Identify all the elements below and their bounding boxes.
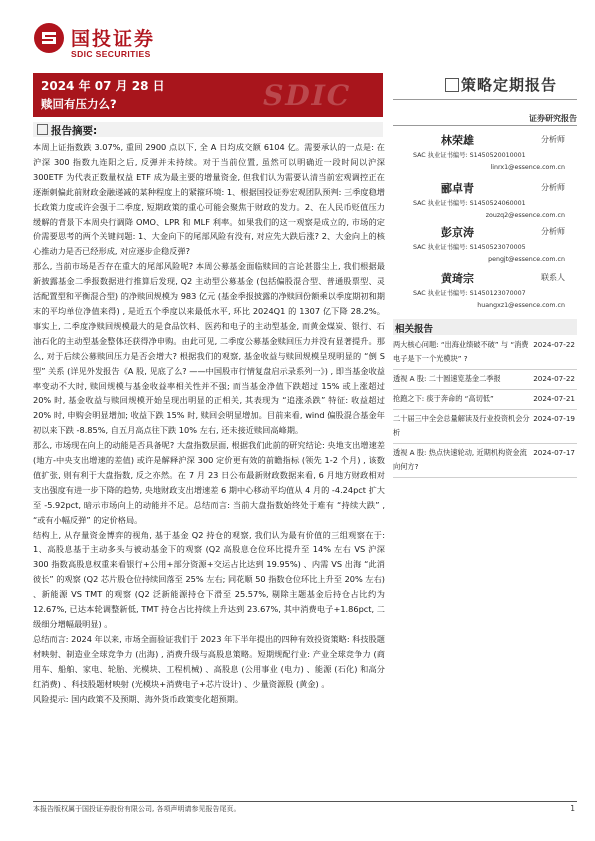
related-report-title[interactable]: 抢跑之下: 痰于奔命的 “高切低” <box>393 394 494 403</box>
related-report-date: 2024-07-22 <box>533 340 575 349</box>
analyst-role: 分析师 <box>541 135 565 144</box>
related-report-title[interactable]: 二十届三中全会总量解读及行业投资机会分析 <box>393 414 530 437</box>
related-reports-label: 相关报告 <box>395 324 434 335</box>
analyst-sac-id: SAC 执业证书编号: S1450520010001 <box>413 152 526 159</box>
abstract-body <box>33 140 385 706</box>
related-report-title[interactable]: 两大核心问题: “出海业绩破不破” 与 “消费电子是下一个光模块” ? <box>393 340 529 363</box>
abstract-paragraph: 那么, 市场现在向上的动能是否具备呢? 大盘指数层面, 根据我们此前的研究结论: 央地支出增速差 (地方-中央支出增速的差值) 或许是解释沪深 300 定价更有效的前瞻指标 (领先 1-2 个月) , 该数值扩张, 则有利于大盘指数, 反之亦然。在 7 月 23 日公布最新财政数据来看, 6 月地方财政相对支出强度有进一步下降的趋势, 央地财政支出增速差 6 期中心移动平均值从 4 月的 -4.24pct 扩大至 -5.92pct, 暗示市场向上的动能并不足。总结而言: 当前大盘指数始终处于难有 “持续大跌” , “或有小幅反弹” 的定价格局。 <box>33 440 385 525</box>
analyst-name: 林荣雄 <box>441 134 474 147</box>
divider <box>393 125 577 126</box>
analyst-sac-id: SAC 执业证书编号: S1450524060001 <box>413 200 526 207</box>
analyst-card <box>393 270 577 322</box>
analyst-sac-id: SAC 执业证书编号: S1450123070007 <box>413 290 526 297</box>
analyst-name: 郦卓青 <box>441 182 474 195</box>
analyst-role: 分析师 <box>541 227 565 236</box>
risk-warning: 风险提示: 国内政策不及预期、海外货币政策变化超预期。 <box>33 693 244 704</box>
report-type-icon <box>445 78 459 92</box>
report-title: 赎回有压力么? <box>41 97 117 111</box>
abstract-paragraph: 那么, 当前市场是否存在重大的尾部风险呢? 本周公募基金面临赎回的言论甚嚣尘上, 我们根据最新披露基金二季报数据进行推算后发现, Q2 主动型公募基金 (包括偏股混合型、普通股票型、灵活配置型和平衡混合型) 的净赎回规模为 983 亿元 (基金季报披露的净赎回份额乘以季度期初和期末的平均单位净值来得) , 是近五个季度以来最低水平, 环比 2024Q1 的 1307 亿下降 28.2%。事实上, 二季度净赎回规模最大的是食品饮料、医药和电子的主动型基金, 而黄金煤炭、银行、石油石化的主动型基金整体还获得净申购。由此可见, 二季度公募基金赎回压力并没有显著提升。那么, 对于后续公募赎回压力是否会增大? 根据我们的观察, 基金收益与赎回规模呈现明显的 “倒 S 型” 关系 (详见外发报告《A 股, 见底了么? ——中国股市行情复盘启示录系列一》) , 即当基金收益率变动不大时, 赎回规模与基金收益率相关性并不强; 而当基金净值下跌超过 15% 或上涨超过 20% 时, 基金收益与赎回规模开始呈现出明显的正相关, 其表现为 “追涨杀跌” 特征: 收益超过 20% 时, 申购会明显增加; 收益下跌 15% 时, 赎回会明显增加。目前来看, wind 偏股混合基金年初以来下跌 -8.85%, 自五月高点往下跌 10% 左右, 还未接近赎回高峰期。 <box>33 261 385 436</box>
report-banner <box>33 73 383 117</box>
brand-name-cn: 国投证券 <box>71 28 156 50</box>
analyst-email[interactable]: linrx1@essence.com.cn <box>490 164 565 171</box>
brand-name-en: SDIC SECURITIES <box>71 49 151 59</box>
report-category: 证券研究报告 <box>529 114 577 123</box>
report-date: 2024 年 07 月 28 日 <box>41 79 165 93</box>
brand-logo <box>33 20 223 66</box>
analyst-role: 分析师 <box>541 183 565 192</box>
related-reports-heading <box>393 319 577 335</box>
related-report-item[interactable] <box>393 410 577 444</box>
related-reports-list <box>393 336 577 478</box>
abstract-paragraph: 总结而言: 2024 年以来, 市场全面验证我们于 2023 年下半年提出的四种有效投资策略: 科技股题材映射、制造业全球竞争力 (出海) , 消费升级与高股息策略。短期规配行业: 产业全球竞争力 (商用车、船舶、家电、轮胎、光模块、工程机械) 、高股息 (公用事业 (电力) 、能源 (石化) 和高分红消费) 、科技股题材映射 (光模块+消费电子+芯片设计) 、少量资源股 (黄金) 。 <box>33 633 385 689</box>
abstract-paragraph: 本周上证指数跌 3.07%, 重回 2900 点以下, 全 A 日均成交额 6104 亿。需要承认的一点是: 在沪深 300 指数九连阳之后, 反弹并未持续。对于当前位置, 虽然可以明确近一段时间以沪深 300ETF 为代表正数量权益 ETF 成为最主要的增量资金, 但我们认为需要认清当前宏观调控正在逐渐刺偏此前财政金融递减的某种程度上的紧箍环境: 1、根据国投证券宏观团队预判: 三季度稳增长政策力度或许会强于二季度, 短期政策的重心可能会聚焦于财政的发力。2、在人民币贬值压力缓解的背景下本周央行调降 OMO、LPR 和 MLF 利率。如果我们的这一观察是成立的, 市场的定价需要思考的两个关键问题: 1、大金向下的尾部风险有没有, 对应先大跌后涨? 2、大金向上的核心推动力是否已经形成, 对应逐步企稳反弹? <box>33 142 385 257</box>
report-type-label: 策略定期报告 <box>461 76 558 94</box>
divider <box>393 99 577 100</box>
abstract-paragraph: 结构上, 从存量资金博弈的视角, 基于基金 Q2 持仓的观察, 我们认为最有价值的三组观察在于: 1、高股息基于主动多头与被动基金下的观察 (Q2 高股息仓位环比提升至 14% 左右 VS 沪深 300 指数高股息权重来看银行+公用+部分资源+交运占比达到 19.95%) 、内需 VS 出海 “此消彼长” 的观察 (Q2 芯片股仓位持续回落至 25% 左右; 同花顺 50 指数仓位环比上升至 20% 左右) 、新能源 VS TMT 的观察 (Q2 泛新能源持仓下滑至 25.57%, 剔除主题基金后持仓占比约为 12.67%, 已达本轮调整新低, TMT 持仓占比持续上升达到 23.67%, 其中消费电子+1.86pct, 二级细分增幅最明显) 。 <box>33 529 385 629</box>
analyst-role: 联系人 <box>541 273 565 282</box>
related-report-item[interactable] <box>393 444 577 478</box>
related-report-title[interactable]: 透视 A 股: 二十圆速览基金二季报 <box>393 374 501 383</box>
section-icon <box>37 124 48 135</box>
abstract-heading <box>33 122 383 137</box>
report-type <box>393 73 577 95</box>
sdic-logo-icon <box>33 22 65 54</box>
related-report-title[interactable]: 透视 A 股: 热点快速轮动, 近期机构资金流向何方? <box>393 448 527 471</box>
analyst-card <box>393 132 577 184</box>
analyst-email[interactable]: zouzq2@essence.com.cn <box>485 212 565 219</box>
related-report-date: 2024-07-21 <box>533 394 575 403</box>
related-report-item[interactable] <box>393 370 577 390</box>
footer-divider <box>33 801 577 802</box>
footer-disclaimer: 本报告版权属于国投证券股份有限公司, 各项声明请参见报告尾页。 <box>33 805 241 813</box>
related-report-date: 2024-07-17 <box>533 448 575 457</box>
related-report-item[interactable] <box>393 336 577 370</box>
related-report-date: 2024-07-19 <box>533 414 575 423</box>
page-number: 1 <box>570 804 575 813</box>
analyst-email[interactable]: pengjt@essence.com.cn <box>488 256 565 263</box>
analyst-sac-id: SAC 执业证书编号: S1450523070005 <box>413 244 526 251</box>
abstract-heading-label: 报告摘要: <box>51 125 98 137</box>
related-report-date: 2024-07-22 <box>533 374 575 383</box>
analyst-name: 彭京涛 <box>441 226 474 239</box>
analyst-card <box>393 224 577 276</box>
analyst-email[interactable]: huangxz1@essence.com.cn <box>477 302 565 309</box>
banner-watermark: SDIC <box>259 79 355 112</box>
related-report-item[interactable] <box>393 390 577 410</box>
analyst-name: 黄琦宗 <box>441 272 474 285</box>
